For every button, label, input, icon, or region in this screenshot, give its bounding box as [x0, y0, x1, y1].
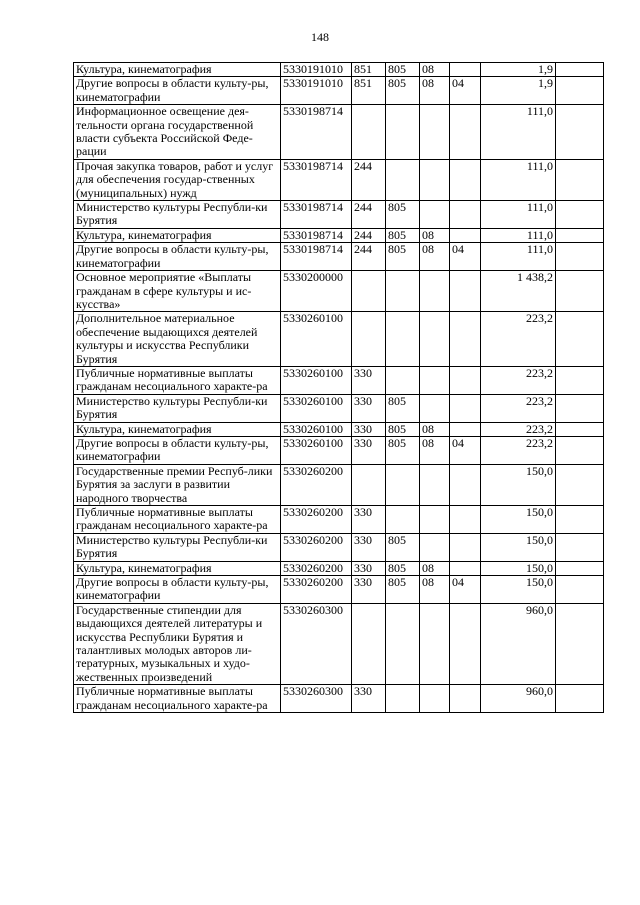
target-code-cell: 5330198714 [281, 228, 352, 242]
target-code-cell: 5330260200 [281, 576, 352, 604]
expense-type-cell [352, 105, 386, 160]
section-cell [420, 533, 450, 561]
empty-cell [556, 366, 604, 394]
row-name-cell: Другие вопросы в области культу-ры, кинематографии [74, 243, 281, 271]
expense-type-cell: 330 [352, 576, 386, 604]
expense-type-cell [352, 603, 386, 684]
ministry-code-cell: 805 [386, 422, 420, 436]
section-cell [420, 603, 450, 684]
ministry-code-cell: 805 [386, 576, 420, 604]
section-cell [420, 201, 450, 229]
subsection-cell [450, 228, 481, 242]
target-code-cell: 5330260200 [281, 464, 352, 505]
row-name-cell: Министерство культуры Республи-ки Бурятия [74, 394, 281, 422]
expense-type-cell: 851 [352, 63, 386, 77]
section-cell: 08 [420, 77, 450, 105]
empty-cell [556, 77, 604, 105]
expense-type-cell: 330 [352, 533, 386, 561]
amount-cell: 111,0 [481, 201, 556, 229]
empty-cell [556, 533, 604, 561]
amount-cell: 111,0 [481, 243, 556, 271]
table-row [74, 436, 604, 464]
row-name-cell: Министерство культуры Республи-ки Бурятия [74, 201, 281, 229]
section-cell [420, 159, 450, 200]
target-code-cell: 5330191010 [281, 63, 352, 77]
ministry-code-cell [386, 603, 420, 684]
empty-cell [556, 603, 604, 684]
table-row [74, 312, 604, 367]
subsection-cell [450, 561, 481, 575]
amount-cell: 223,2 [481, 312, 556, 367]
empty-cell [556, 228, 604, 242]
row-name-cell: Публичные нормативные выплаты гражданам несоциального характе-ра [74, 685, 281, 713]
ministry-code-cell [386, 366, 420, 394]
table-row [74, 243, 604, 271]
target-code-cell: 5330198714 [281, 105, 352, 160]
table-row [74, 201, 604, 229]
amount-cell: 111,0 [481, 159, 556, 200]
subsection-cell [450, 422, 481, 436]
amount-cell: 150,0 [481, 576, 556, 604]
target-code-cell: 5330198714 [281, 159, 352, 200]
target-code-cell: 5330200000 [281, 271, 352, 312]
empty-cell [556, 436, 604, 464]
amount-cell: 960,0 [481, 685, 556, 713]
section-cell [420, 105, 450, 160]
amount-cell: 1 438,2 [481, 271, 556, 312]
row-name-cell: Публичные нормативные выплаты гражданам несоциального характе-ра [74, 506, 281, 534]
ministry-code-cell [386, 506, 420, 534]
section-cell: 08 [420, 576, 450, 604]
target-code-cell: 5330260100 [281, 422, 352, 436]
empty-cell [556, 201, 604, 229]
amount-cell: 223,2 [481, 436, 556, 464]
amount-cell: 1,9 [481, 77, 556, 105]
amount-cell: 150,0 [481, 533, 556, 561]
empty-cell [556, 506, 604, 534]
expense-type-cell: 244 [352, 228, 386, 242]
target-code-cell: 5330260100 [281, 394, 352, 422]
empty-cell [556, 312, 604, 367]
subsection-cell [450, 105, 481, 160]
target-code-cell: 5330260200 [281, 561, 352, 575]
row-name-cell: Культура, кинематография [74, 561, 281, 575]
target-code-cell: 5330260100 [281, 366, 352, 394]
amount-cell: 111,0 [481, 228, 556, 242]
empty-cell [556, 63, 604, 77]
amount-cell: 223,2 [481, 422, 556, 436]
expense-type-cell [352, 464, 386, 505]
empty-cell [556, 576, 604, 604]
ministry-code-cell: 805 [386, 201, 420, 229]
amount-cell: 150,0 [481, 464, 556, 505]
section-cell [420, 506, 450, 534]
expense-type-cell [352, 312, 386, 367]
amount-cell: 960,0 [481, 603, 556, 684]
empty-cell [556, 422, 604, 436]
subsection-cell: 04 [450, 77, 481, 105]
amount-cell: 223,2 [481, 394, 556, 422]
row-name-cell: Другие вопросы в области культу-ры, кинематографии [74, 436, 281, 464]
table-row [74, 561, 604, 575]
subsection-cell [450, 603, 481, 684]
ministry-code-cell: 805 [386, 394, 420, 422]
amount-cell: 150,0 [481, 561, 556, 575]
section-cell: 08 [420, 436, 450, 464]
ministry-code-cell: 805 [386, 561, 420, 575]
budget-table [73, 62, 604, 713]
table-row [74, 533, 604, 561]
section-cell [420, 685, 450, 713]
ministry-code-cell: 805 [386, 77, 420, 105]
expense-type-cell: 330 [352, 366, 386, 394]
row-name-cell: Государственные премии Респуб-лики Бурятия за заслуги в развитии народного творчества [74, 464, 281, 505]
target-code-cell: 5330260200 [281, 506, 352, 534]
row-name-cell: Культура, кинематография [74, 228, 281, 242]
subsection-cell [450, 506, 481, 534]
subsection-cell: 04 [450, 576, 481, 604]
table-row [74, 228, 604, 242]
table-row [74, 105, 604, 160]
expense-type-cell: 244 [352, 159, 386, 200]
row-name-cell: Основное мероприятие «Выплаты гражданам в сфере культуры и ис-кусства» [74, 271, 281, 312]
ministry-code-cell: 805 [386, 533, 420, 561]
subsection-cell [450, 366, 481, 394]
subsection-cell [450, 271, 481, 312]
subsection-cell [450, 685, 481, 713]
subsection-cell: 04 [450, 436, 481, 464]
page-number: 148 [311, 30, 329, 44]
subsection-cell: 04 [450, 243, 481, 271]
subsection-cell [450, 394, 481, 422]
subsection-cell [450, 63, 481, 77]
section-cell [420, 394, 450, 422]
ministry-code-cell [386, 464, 420, 505]
table-row [74, 366, 604, 394]
row-name-cell: Дополнительное материальное обеспечение выдающихся деятелей культуры и искусства Республики Бурятия [74, 312, 281, 367]
table-row [74, 63, 604, 77]
empty-cell [556, 394, 604, 422]
expense-type-cell: 330 [352, 394, 386, 422]
row-name-cell: Информационное освещение дея-тельности органа государственной власти субъекта Российской Феде-рации [74, 105, 281, 160]
expense-type-cell: 330 [352, 561, 386, 575]
section-cell: 08 [420, 243, 450, 271]
expense-type-cell: 851 [352, 77, 386, 105]
table-row [74, 464, 604, 505]
section-cell [420, 271, 450, 312]
row-name-cell: Министерство культуры Республи-ки Бурятия [74, 533, 281, 561]
section-cell [420, 464, 450, 505]
ministry-code-cell [386, 685, 420, 713]
table-row [74, 576, 604, 604]
ministry-code-cell: 805 [386, 243, 420, 271]
ministry-code-cell [386, 159, 420, 200]
expense-type-cell: 330 [352, 506, 386, 534]
empty-cell [556, 271, 604, 312]
target-code-cell: 5330260100 [281, 312, 352, 367]
empty-cell [556, 685, 604, 713]
expense-type-cell: 330 [352, 436, 386, 464]
subsection-cell [450, 201, 481, 229]
expense-type-cell: 330 [352, 685, 386, 713]
table-row [74, 394, 604, 422]
subsection-cell [450, 159, 481, 200]
ministry-code-cell: 805 [386, 228, 420, 242]
section-cell [420, 366, 450, 394]
target-code-cell: 5330198714 [281, 243, 352, 271]
ministry-code-cell: 805 [386, 436, 420, 464]
section-cell: 08 [420, 228, 450, 242]
expense-type-cell: 244 [352, 201, 386, 229]
section-cell: 08 [420, 561, 450, 575]
row-name-cell: Культура, кинематография [74, 63, 281, 77]
row-name-cell: Другие вопросы в области культу-ры, кинематографии [74, 576, 281, 604]
table-body [74, 63, 604, 713]
table-row [74, 422, 604, 436]
table-row [74, 77, 604, 105]
target-code-cell: 5330198714 [281, 201, 352, 229]
target-code-cell: 5330260200 [281, 533, 352, 561]
expense-type-cell: 330 [352, 422, 386, 436]
subsection-cell [450, 464, 481, 505]
subsection-cell [450, 312, 481, 367]
row-name-cell: Прочая закупка товаров, работ и услуг для обеспечения государ-ственных (муниципальных) нужд [74, 159, 281, 200]
row-name-cell: Публичные нормативные выплаты гражданам несоциального характе-ра [74, 366, 281, 394]
row-name-cell: Культура, кинематография [74, 422, 281, 436]
target-code-cell: 5330191010 [281, 77, 352, 105]
target-code-cell: 5330260300 [281, 685, 352, 713]
expense-type-cell [352, 271, 386, 312]
amount-cell: 1,9 [481, 63, 556, 77]
target-code-cell: 5330260300 [281, 603, 352, 684]
target-code-cell: 5330260100 [281, 436, 352, 464]
row-name-cell: Другие вопросы в области культу-ры, кинематографии [74, 77, 281, 105]
table-row [74, 603, 604, 684]
ministry-code-cell [386, 271, 420, 312]
ministry-code-cell [386, 105, 420, 160]
section-cell [420, 312, 450, 367]
expense-type-cell: 244 [352, 243, 386, 271]
row-name-cell: Государственные стипендии для выдающихся деятелей литературы и искусства Республики Бурятия и талантливых молодых авторов ли-тературных, музыкальных и худо-жественных произведений [74, 603, 281, 684]
table-row [74, 271, 604, 312]
empty-cell [556, 561, 604, 575]
table-row [74, 159, 604, 200]
table-row [74, 685, 604, 713]
empty-cell [556, 243, 604, 271]
subsection-cell [450, 533, 481, 561]
amount-cell: 223,2 [481, 366, 556, 394]
section-cell: 08 [420, 422, 450, 436]
section-cell: 08 [420, 63, 450, 77]
ministry-code-cell: 805 [386, 63, 420, 77]
amount-cell: 150,0 [481, 506, 556, 534]
empty-cell [556, 105, 604, 160]
table-row [74, 506, 604, 534]
empty-cell [556, 464, 604, 505]
empty-cell [556, 159, 604, 200]
amount-cell: 111,0 [481, 105, 556, 160]
ministry-code-cell [386, 312, 420, 367]
